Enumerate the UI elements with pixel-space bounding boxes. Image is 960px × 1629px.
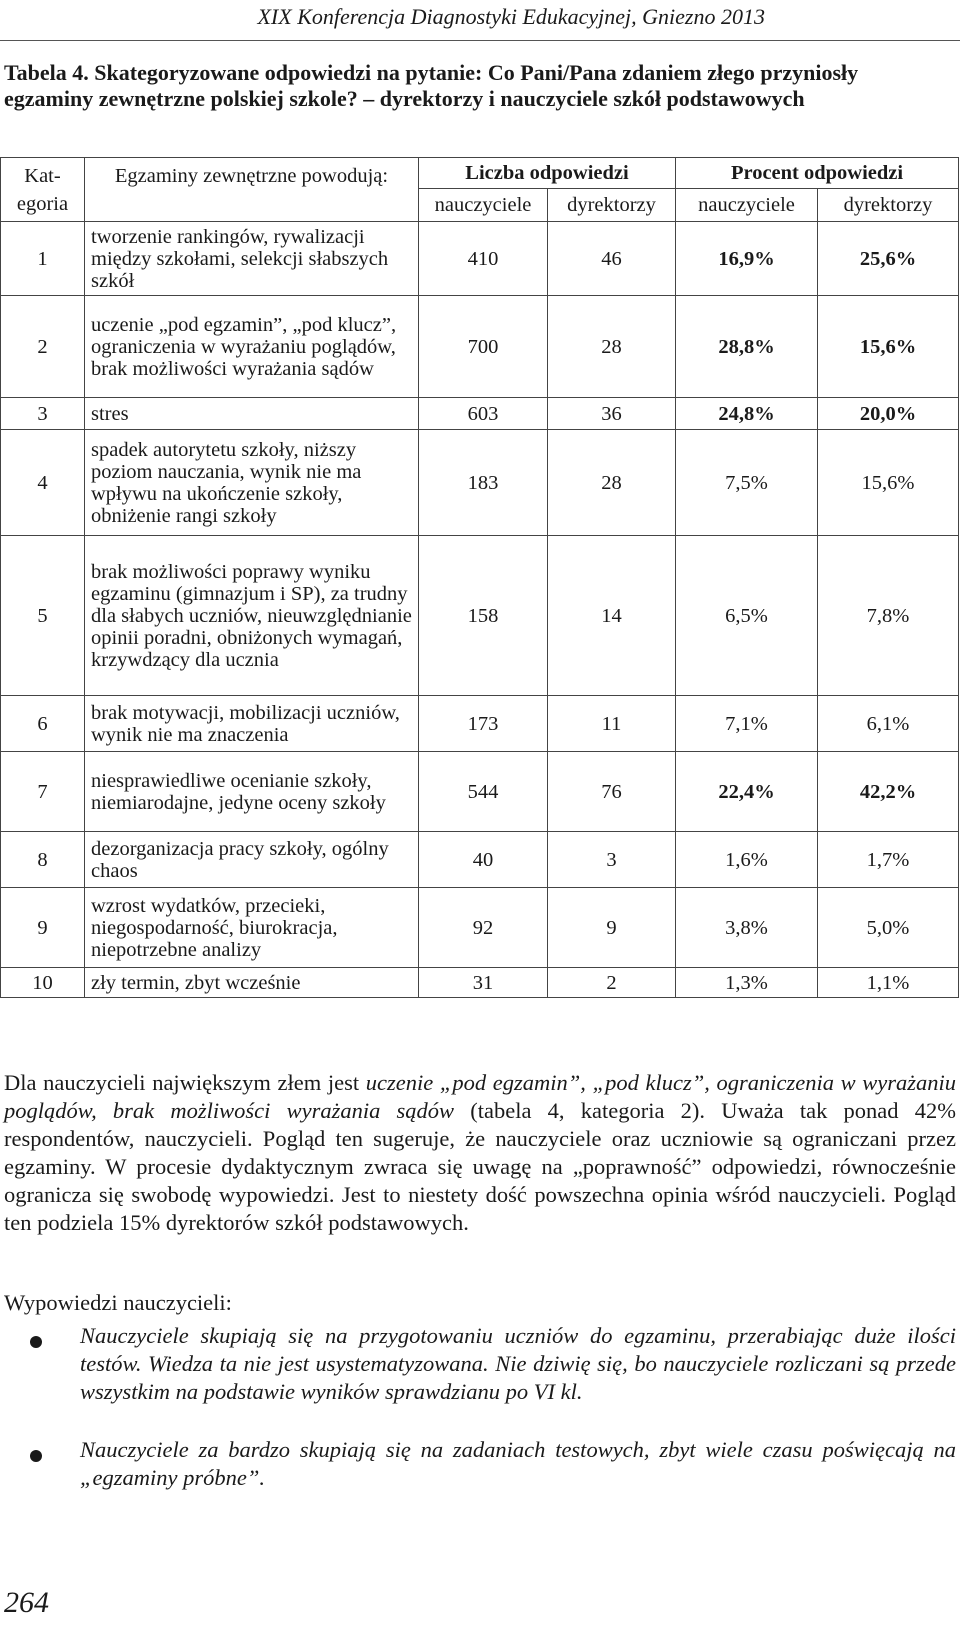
count-teachers-cell: 183 <box>419 430 548 536</box>
count-principals-cell: 3 <box>548 832 676 888</box>
description-cell: brak możliwości poprawy wyniku egzaminu (gimnazjum i SP), za trudny dla słabych uczniów, nieuwzględnianie opinii poradni, obniżonych wymagań, krzywdzący dla ucznia <box>85 536 419 696</box>
running-title: XIX Konferencja Diagnostyki Edukacyjnej, Gniezno 2013 <box>257 4 765 29</box>
bullet-icon <box>30 1336 42 1348</box>
bullet-icon <box>30 1450 42 1462</box>
page-header <box>0 0 960 41</box>
description-cell: dezorganizacja pracy szkoły, ogólny chaos <box>85 832 419 888</box>
table-row <box>1 430 959 536</box>
count-teachers-cell: 544 <box>419 752 548 832</box>
table-row <box>1 398 959 430</box>
results-table <box>0 157 959 998</box>
paragraph-start: Dla nauczycieli największym złem jest <box>4 1070 366 1095</box>
percent-teachers-cell: 6,5% <box>676 536 818 696</box>
category-cell: 4 <box>1 430 85 536</box>
header-count-principals: dyrektorzy <box>548 189 676 222</box>
percent-teachers-cell: 1,3% <box>676 968 818 998</box>
body-paragraph <box>4 1069 956 1237</box>
percent-principals-cell: 15,6% <box>818 430 959 536</box>
header-percent-principals: dyrektorzy <box>818 189 959 222</box>
percent-principals-cell: 1,1% <box>818 968 959 998</box>
percent-principals-cell: 5,0% <box>818 888 959 968</box>
category-cell: 1 <box>1 222 85 296</box>
percent-teachers-cell: 22,4% <box>676 752 818 832</box>
description-cell: tworzenie rankingów, rywalizacji między szkołami, selekcji słabszych szkół <box>85 222 419 296</box>
count-teachers-cell: 92 <box>419 888 548 968</box>
quotes-label: Wypowiedzi nauczycieli: <box>4 1290 232 1315</box>
table-row <box>1 832 959 888</box>
table-caption: Tabela 4. Skategoryzowane odpowiedzi na pytanie: Co Pani/Pana zdaniem złego przyniosły egzaminy zewnętrzne polskiej szkole? – dyrektorzy i nauczyciele szkół podstawowych <box>4 60 859 111</box>
category-cell: 9 <box>1 888 85 968</box>
description-cell: spadek autorytetu szkoły, niższy poziom nauczania, wynik nie ma wpływu na ukończenie szkoły, obniżenie rangi szkoły <box>85 430 419 536</box>
count-teachers-cell: 603 <box>419 398 548 430</box>
description-cell: niesprawiedliwe ocenianie szkoły, niemiarodajne, jedyne oceny szkoły <box>85 752 419 832</box>
count-principals-cell: 14 <box>548 536 676 696</box>
description-cell: uczenie „pod egzamin”, „pod klucz”, ograniczenia w wyrażaniu poglądów, brak możliwości wyrażania sądów <box>85 296 419 398</box>
page-number: 264 <box>4 1586 49 1619</box>
table-row <box>1 696 959 752</box>
count-teachers-cell: 40 <box>419 832 548 888</box>
count-teachers-cell: 700 <box>419 296 548 398</box>
percent-teachers-cell: 7,1% <box>676 696 818 752</box>
header-percent-group: Procent odpowiedzi <box>676 158 959 189</box>
count-teachers-cell: 173 <box>419 696 548 752</box>
percent-principals-cell: 42,2% <box>818 752 959 832</box>
percent-principals-cell: 6,1% <box>818 696 959 752</box>
table-row <box>1 752 959 832</box>
count-principals-cell: 76 <box>548 752 676 832</box>
count-teachers-cell: 410 <box>419 222 548 296</box>
quote-item: Nauczyciele skupiają się na przygotowaniu uczniów do egzaminu, przerabiając duże ilości testów. Wiedza ta nie jest usystematyzowana. Nie dziwię się, bo nauczyciele rozliczani są przede wszystkim na podstawie wyników sprawdzianu po VI kl. <box>80 1323 956 1404</box>
header-percent-teachers: nauczyciele <box>676 189 818 222</box>
table-row <box>1 222 959 296</box>
table-row <box>1 968 959 998</box>
header-category: Kat- egoria <box>1 158 85 222</box>
description-cell: zły termin, zbyt wcześnie <box>85 968 419 998</box>
paragraph-end: (tabela 4, kategoria 2). Uważa tak ponad 42% respondentów, nauczycieli. Pogląd ten sugeruje, że nauczyciele oraz uczniowie są ograniczani przez egzaminy. W procesie dydaktycznym zwraca się uwagę na „poprawność” odpowiedzi, równocześnie ogranicza się swobodę wypowiedzi. Jest to niestety dość powszechna opinia wśród nauczycieli. Pogląd ten podziela 15% dyrektorów szkół podstawowych. <box>4 1098 956 1235</box>
percent-teachers-cell: 16,9% <box>676 222 818 296</box>
count-principals-cell: 36 <box>548 398 676 430</box>
category-cell: 8 <box>1 832 85 888</box>
percent-principals-cell: 15,6% <box>818 296 959 398</box>
category-cell: 6 <box>1 696 85 752</box>
count-principals-cell: 11 <box>548 696 676 752</box>
percent-principals-cell: 20,0% <box>818 398 959 430</box>
table-row <box>1 888 959 968</box>
description-cell: brak motywacji, mobilizacji uczniów, wynik nie ma znaczenia <box>85 696 419 752</box>
description-cell: stres <box>85 398 419 430</box>
count-teachers-cell: 31 <box>419 968 548 998</box>
percent-teachers-cell: 3,8% <box>676 888 818 968</box>
count-teachers-cell: 158 <box>419 536 548 696</box>
count-principals-cell: 9 <box>548 888 676 968</box>
table-row <box>1 296 959 398</box>
percent-principals-cell: 25,6% <box>818 222 959 296</box>
percent-teachers-cell: 24,8% <box>676 398 818 430</box>
header-count-group: Liczba odpowiedzi <box>419 158 676 189</box>
count-principals-cell: 46 <box>548 222 676 296</box>
percent-principals-cell: 1,7% <box>818 832 959 888</box>
percent-principals-cell: 7,8% <box>818 536 959 696</box>
header-count-teachers: nauczyciele <box>419 189 548 222</box>
percent-teachers-cell: 1,6% <box>676 832 818 888</box>
paragraph-italic: uczenie „pod egzamin”, „pod klucz”, ograniczenia w wyrażaniu poglądów, brak możliwości wyrażania sądów <box>4 1070 956 1123</box>
percent-teachers-cell: 28,8% <box>676 296 818 398</box>
percent-teachers-cell: 7,5% <box>676 430 818 536</box>
count-principals-cell: 28 <box>548 296 676 398</box>
category-cell: 10 <box>1 968 85 998</box>
count-principals-cell: 28 <box>548 430 676 536</box>
category-cell: 2 <box>1 296 85 398</box>
description-cell: wzrost wydatków, przecieki, niegospodarność, biurokracja, niepotrzebne analizy <box>85 888 419 968</box>
category-cell: 7 <box>1 752 85 832</box>
table-row <box>1 536 959 696</box>
category-cell: 5 <box>1 536 85 696</box>
quote-item: Nauczyciele za bardzo skupiają się na zadaniach testowych, zbyt wiele czasu poświęcają na „egzaminy próbne”. <box>80 1437 956 1490</box>
category-cell: 3 <box>1 398 85 430</box>
count-principals-cell: 2 <box>548 968 676 998</box>
header-effect: Egzaminy zewnętrzne powodują: <box>85 158 419 222</box>
